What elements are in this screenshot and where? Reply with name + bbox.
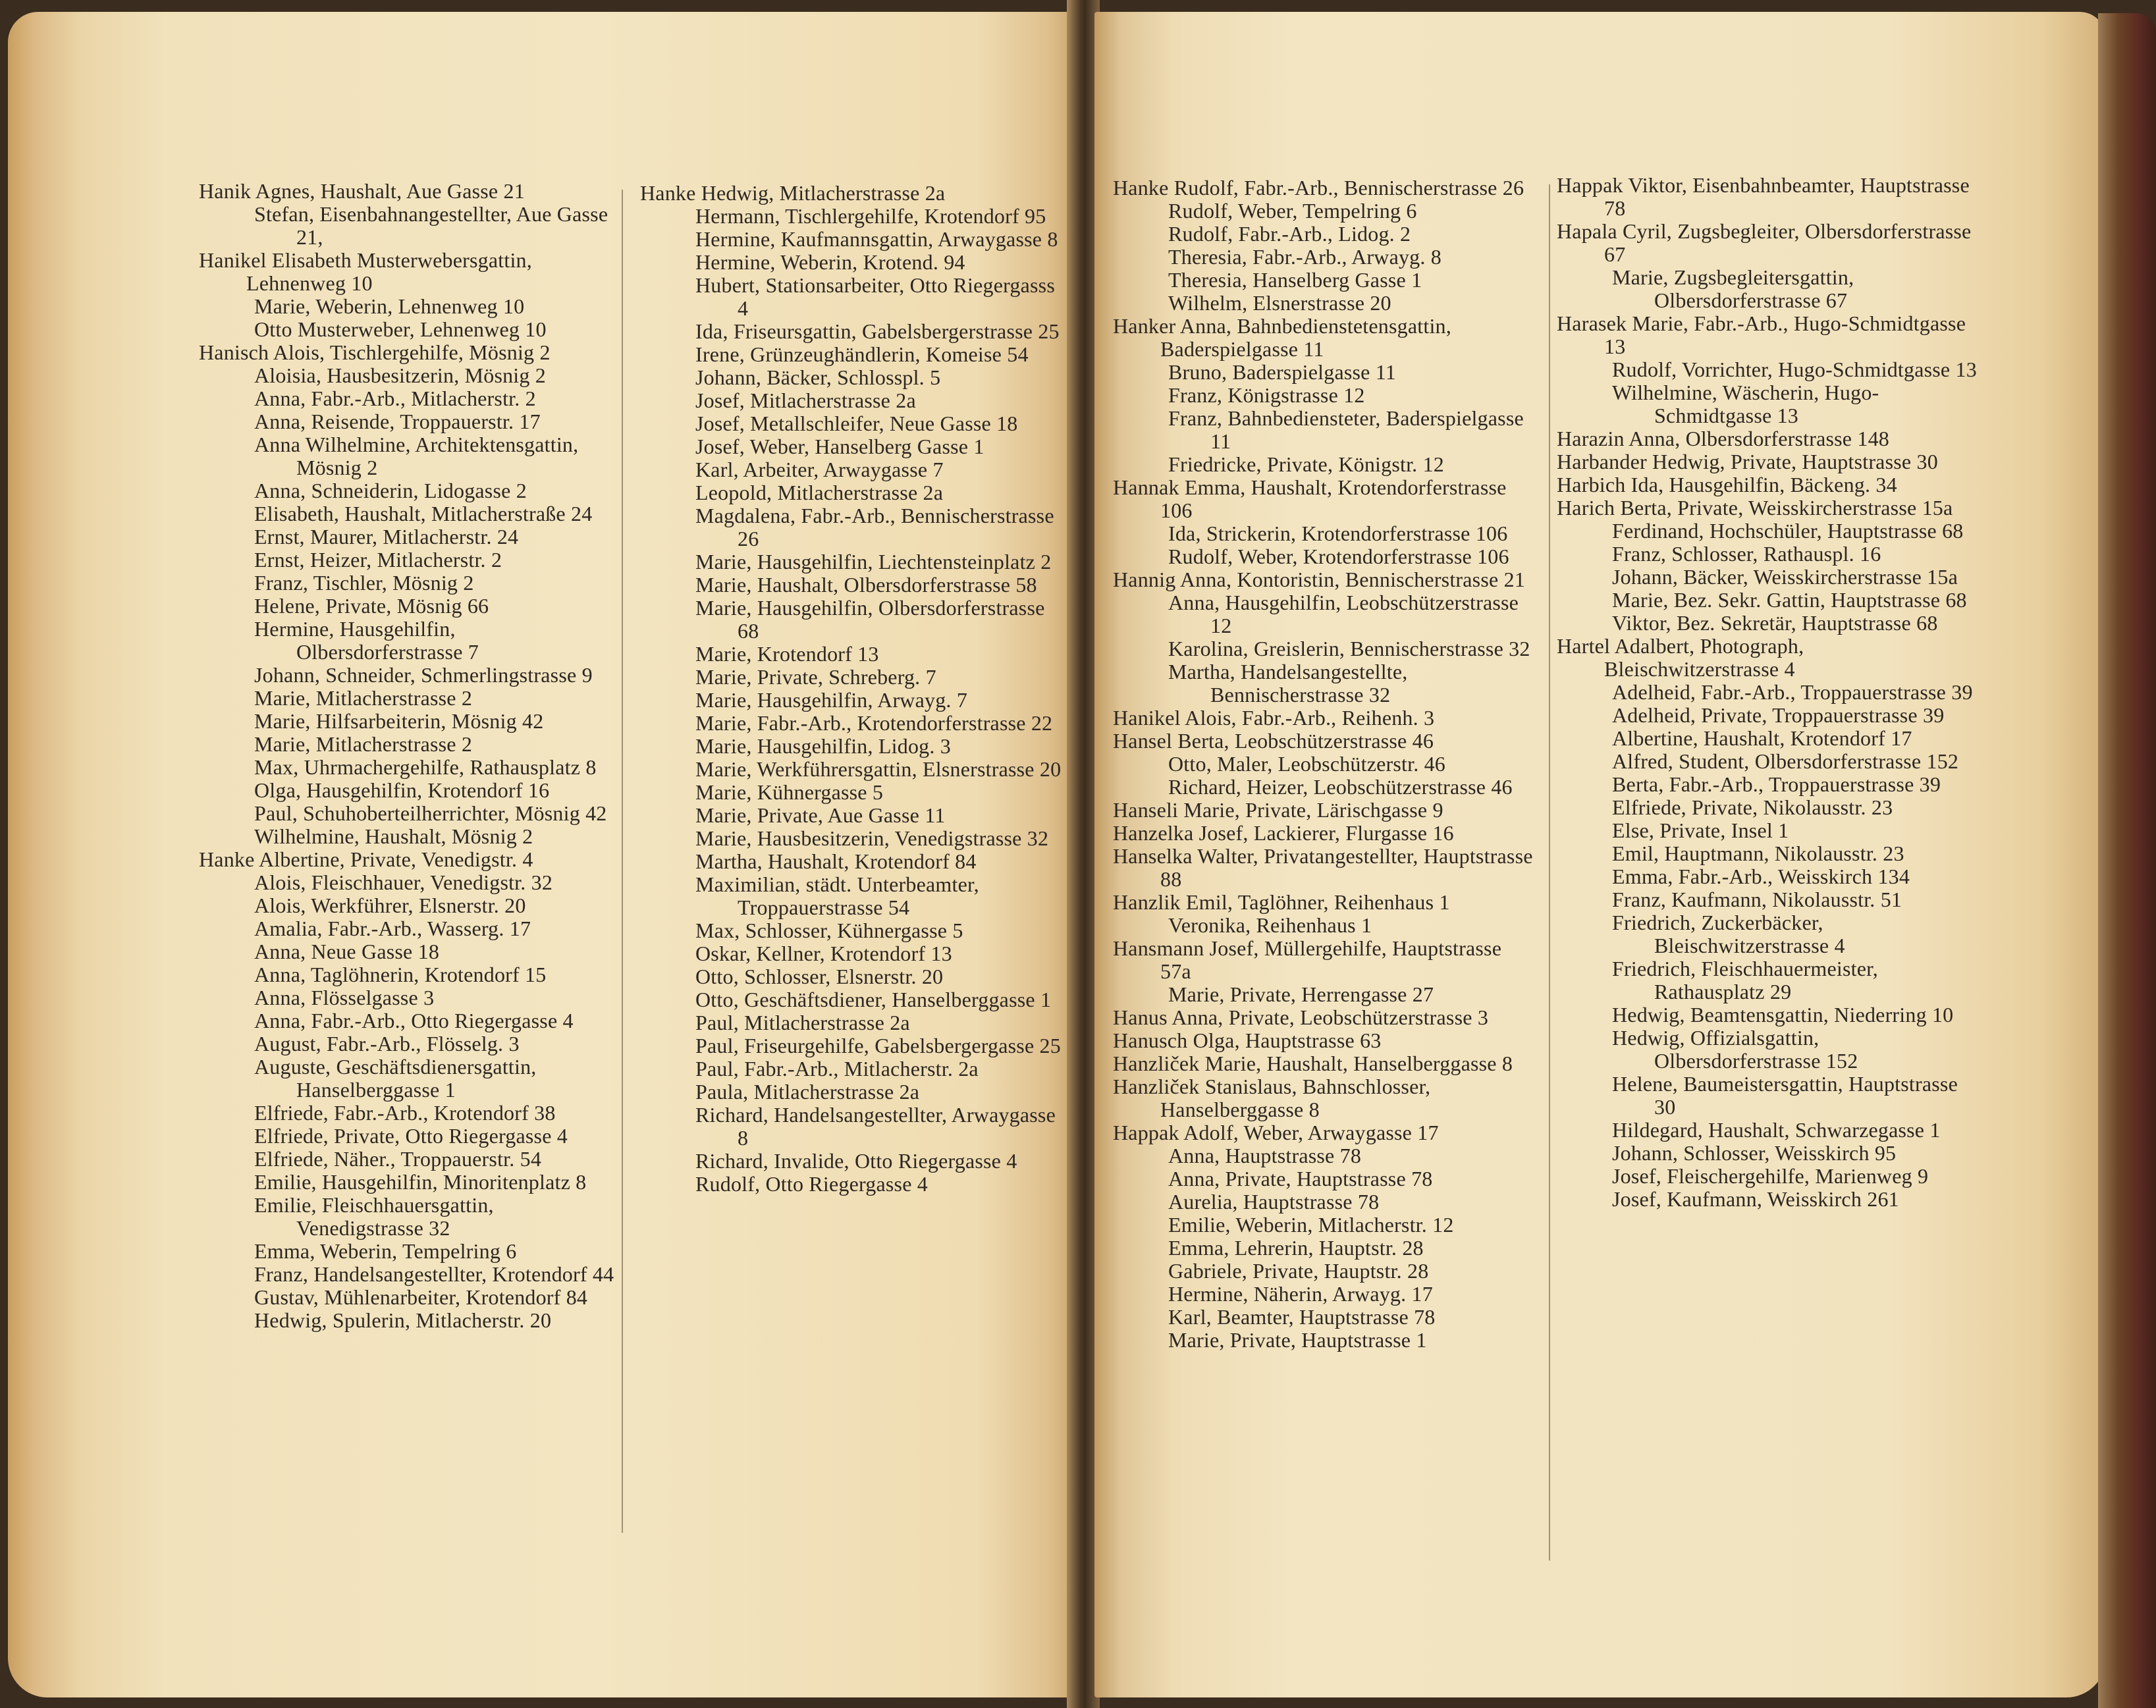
directory-entry: Hanke Rudolf, Fabr.-Arb., Bennischerstrasse 26 (1113, 176, 1524, 200)
directory-entry: Hanke Hedwig, Mitlacherstrasse 2a (640, 181, 946, 205)
directory-entry: Anna, Flösselgasse 3 (254, 986, 435, 1009)
directory-entry: Alois, Fleischhauer, Venedigstr. 32 (254, 870, 553, 894)
directory-entry: Martha, Haushalt, Krotendorf 84 (695, 849, 977, 873)
directory-entry: Alfred, Student, Olbersdorferstrasse 152 (1612, 749, 1959, 773)
column-4 (1557, 174, 1978, 1211)
directory-entry: Harasek Marie, Fabr.-Arb., Hugo-Schmidtgasse 13 (1557, 311, 1966, 358)
directory-entry: Leopold, Mitlacherstrasse 2a (695, 481, 944, 504)
directory-entry: Paula, Mitlacherstrasse 2a (695, 1080, 920, 1104)
directory-entry: Josef, Fleischergehilfe, Marienweg 9 (1612, 1164, 1929, 1188)
directory-entry: Paul, Mitlacherstrasse 2a (695, 1011, 910, 1034)
directory-entry: Hanzliček Marie, Haushalt, Hanselberggasse 8 (1113, 1052, 1513, 1075)
directory-entry: Ernst, Maurer, Mitlacherstr. 24 (254, 525, 519, 548)
directory-entry: Paul, Fabr.-Arb., Mitlacherstr. 2a (695, 1057, 979, 1081)
directory-entry: Rudolf, Weber, Tempelring 6 (1168, 199, 1417, 223)
directory-entry: Hanisch Alois, Tischlergehilfe, Mösnig 2 (199, 340, 551, 364)
directory-entry: Otto Musterweber, Lehnenweg 10 (254, 317, 547, 341)
directory-entry: Ernst, Heizer, Mitlacherstr. 2 (254, 548, 502, 572)
directory-entry: Magdalena, Fabr.-Arb., Bennischerstrasse 26 (695, 504, 1054, 550)
directory-entry: Rudolf, Fabr.-Arb., Lidog. 2 (1168, 222, 1411, 246)
directory-entry: Hansel Berta, Leobschützerstrasse 46 (1113, 729, 1434, 753)
directory-entry: Hedwig, Beamtensgattin, Niederring 10 (1612, 1003, 1954, 1027)
directory-entry: Else, Private, Insel 1 (1612, 818, 1789, 842)
directory-entry: Johann, Schlosser, Weisskirch 95 (1612, 1141, 1897, 1165)
directory-entry: Hermine, Näherin, Arwayg. 17 (1168, 1282, 1433, 1306)
directory-entry: Elfriede, Fabr.-Arb., Krotendorf 38 (254, 1101, 556, 1125)
directory-entry: Hanik Agnes, Haushalt, Aue Gasse 21 (199, 179, 525, 203)
directory-entry: Richard, Invalide, Otto Riegergasse 4 (695, 1149, 1017, 1173)
directory-entry: Harazin Anna, Olbersdorferstrasse 148 (1557, 427, 1890, 450)
directory-entry: Hanus Anna, Private, Leobschützerstrasse 3 (1113, 1005, 1489, 1029)
directory-entry: Auguste, Geschäftsdienersgattin, Hanselberggasse 1 (254, 1055, 537, 1102)
right-page (1094, 12, 2106, 1697)
directory-entry: Marie, Weberin, Lehnenweg 10 (254, 294, 525, 318)
directory-entry: Marie, Fabr.-Arb., Krotendorferstrasse 22 (695, 711, 1053, 735)
directory-entry: Wilhelmine, Wäscherin, Hugo-Schmidtgasse 13 (1612, 381, 1879, 427)
directory-entry: Franz, Königstrasse 12 (1168, 383, 1365, 407)
directory-entry: Theresia, Fabr.-Arb., Arwayg. 8 (1168, 245, 1442, 269)
directory-entry: Friedricke, Private, Königstr. 12 (1168, 452, 1444, 476)
directory-entry: Veronika, Reihenhaus 1 (1168, 913, 1372, 937)
directory-entry: Oskar, Kellner, Krotendorf 13 (695, 942, 952, 965)
directory-entry: Adelheid, Private, Troppauerstrasse 39 (1612, 703, 1945, 727)
left-page (8, 12, 1075, 1697)
directory-entry: Marie, Private, Hauptstrasse 1 (1168, 1328, 1427, 1352)
directory-entry: Hanikel Alois, Fabr.-Arb., Reihenh. 3 (1113, 706, 1435, 730)
directory-entry: Anna Wilhelmine, Architektensgattin, Mösnig 2 (254, 433, 579, 479)
directory-entry: Bruno, Baderspielgasse 11 (1168, 360, 1396, 384)
directory-entry: Franz, Handelsangestellter, Krotendorf 44 (254, 1262, 614, 1286)
directory-entry: Paul, Friseurgehilfe, Gabelsbergergasse 25 (695, 1034, 1061, 1057)
directory-entry: Marie, Private, Herrengasse 27 (1168, 982, 1434, 1006)
directory-entry: Anna, Private, Hauptstrasse 78 (1168, 1167, 1433, 1190)
directory-entry: Franz, Kaufmann, Nikolausstr. 51 (1612, 888, 1902, 911)
directory-entry: Harbich Ida, Hausgehilfin, Bäckeng. 34 (1557, 473, 1897, 496)
directory-entry: Wilhelm, Elsnerstrasse 20 (1168, 291, 1391, 315)
directory-entry: Hermine, Hausgehilfin, Olbersdorferstrasse 7 (254, 617, 479, 664)
directory-entry: Hermine, Weberin, Krotend. 94 (695, 250, 965, 274)
directory-entry: Hanke Albertine, Private, Venedigstr. 4 (199, 847, 533, 871)
directory-entry: Happak Adolf, Weber, Arwaygasse 17 (1113, 1121, 1439, 1144)
directory-entry: Marie, Bez. Sekr. Gattin, Hauptstrasse 68 (1612, 588, 1967, 612)
directory-entry: Hubert, Stationsarbeiter, Otto Riegergasss 4 (695, 273, 1055, 320)
directory-entry: Helene, Private, Mösnig 66 (254, 594, 489, 618)
directory-entry: Paul, Schuhoberteilherrichter, Mösnig 42 (254, 801, 607, 825)
directory-entry: Hermine, Kaufmannsgattin, Arwaygasse 8 (695, 227, 1058, 251)
directory-entry: Hartel Adalbert, Photograph, Bleischwitzerstrasse 4 (1557, 634, 1804, 681)
directory-entry: Rudolf, Vorrichter, Hugo-Schmidtgasse 13 (1612, 358, 1977, 381)
directory-entry: Marie, Haushalt, Olbersdorferstrasse 58 (695, 573, 1037, 597)
directory-entry: Harich Berta, Private, Weisskircherstrasse 15a (1557, 496, 1953, 520)
directory-entry: Johann, Bäcker, Schlosspl. 5 (695, 365, 941, 389)
directory-entry: Marie, Hausgehilfin, Liechtensteinplatz 2 (695, 550, 1052, 574)
directory-entry: Johann, Schneider, Schmerlingstrasse 9 (254, 663, 593, 687)
directory-entry: Emilie, Hausgehilfin, Minoritenplatz 8 (254, 1170, 587, 1194)
directory-entry: Anna, Fabr.-Arb., Otto Riegergasse 4 (254, 1009, 574, 1032)
directory-entry: Otto, Maler, Leobschützerstr. 46 (1168, 752, 1446, 776)
directory-entry: Emma, Weberin, Tempelring 6 (254, 1239, 517, 1263)
directory-entry: Hansmann Josef, Müllergehilfe, Hauptstrasse 57a (1113, 936, 1502, 983)
directory-entry: Adelheid, Fabr.-Arb., Troppauerstrasse 39 (1612, 680, 1973, 704)
directory-entry: Hanusch Olga, Hauptstrasse 63 (1113, 1028, 1382, 1052)
directory-entry: Richard, Handelsangestellter, Arwaygasse 8 (695, 1103, 1056, 1150)
directory-entry: Friedrich, Zuckerbäcker, Bleischwitzerstrasse 4 (1612, 911, 1845, 957)
directory-entry: Marie, Mitlacherstrasse 2 (254, 732, 473, 756)
directory-entry: Emma, Lehrerin, Hauptstr. 28 (1168, 1236, 1424, 1260)
directory-entry: Emma, Fabr.-Arb., Weisskirch 134 (1612, 865, 1910, 888)
directory-entry: Hedwig, Offizialsgattin, Olbersdorferstrasse 152 (1612, 1026, 1858, 1073)
directory-entry: Anna, Neue Gasse 18 (254, 940, 440, 963)
directory-entry: Elfriede, Private, Nikolausstr. 23 (1612, 795, 1893, 819)
directory-entry: Anna, Hauptstrasse 78 (1168, 1144, 1362, 1167)
directory-entry: Karl, Beamter, Hauptstrasse 78 (1168, 1305, 1436, 1329)
directory-entry: Maximilian, städt. Unterbeamter, Troppauerstrasse 54 (695, 872, 979, 919)
directory-entry: Emilie, Fleischhauersgattin, Venedigstrasse 32 (254, 1193, 494, 1240)
directory-entry: Aurelia, Hauptstrasse 78 (1168, 1190, 1380, 1214)
directory-entry: August, Fabr.-Arb., Flösselg. 3 (254, 1032, 520, 1055)
directory-entry: Max, Schlosser, Kühnergasse 5 (695, 919, 963, 942)
directory-entry: Harbander Hedwig, Private, Hauptstrasse 30 (1557, 450, 1938, 473)
directory-entry: Marie, Hausgehilfin, Lidog. 3 (695, 734, 951, 758)
directory-entry: Viktor, Bez. Sekretär, Hauptstrasse 68 (1612, 611, 1938, 635)
directory-entry: Gustav, Mühlenarbeiter, Krotendorf 84 (254, 1285, 588, 1309)
directory-entry: Aloisia, Hausbesitzerin, Mösnig 2 (254, 363, 546, 387)
directory-entry: Josef, Metallschleifer, Neue Gasse 18 (695, 412, 1018, 435)
directory-entry: Hildegard, Haushalt, Schwarzegasse 1 (1612, 1118, 1941, 1142)
directory-entry: Elfriede, Näher., Troppauerstr. 54 (254, 1147, 542, 1171)
directory-entry: Elfriede, Private, Otto Riegergasse 4 (254, 1124, 568, 1148)
directory-entry: Marie, Hausgehilfin, Olbersdorferstrasse 68 (695, 596, 1045, 643)
directory-entry: Hanikel Elisabeth Musterwebersgattin, Lehnenweg 10 (199, 248, 532, 295)
directory-entry: Anna, Reisende, Troppauerstr. 17 (254, 410, 541, 433)
column-3 (1113, 176, 1534, 1352)
directory-entry: Elisabeth, Haushalt, Mitlacherstraße 24 (254, 502, 593, 525)
directory-entry: Marie, Zugsbegleitersgattin, Olbersdorferstrasse 67 (1612, 265, 1854, 312)
directory-entry: Franz, Bahnbediensteter, Baderspielgasse 11 (1168, 406, 1524, 453)
directory-entry: Ida, Strickerin, Krotendorferstrasse 106 (1168, 521, 1508, 545)
directory-entry: Wilhelmine, Haushalt, Mösnig 2 (254, 824, 533, 848)
directory-entry: Marie, Private, Schreberg. 7 (695, 665, 936, 689)
directory-entry: Marie, Mitlacherstrasse 2 (254, 686, 473, 710)
directory-entry: Emilie, Weberin, Mitlacherstr. 12 (1168, 1213, 1454, 1237)
directory-entry: Emil, Hauptmann, Nikolausstr. 23 (1612, 841, 1904, 865)
directory-entry: Josef, Kaufmann, Weisskirch 261 (1612, 1187, 1899, 1211)
directory-entry: Josef, Weber, Hanselberg Gasse 1 (695, 435, 984, 458)
column-1 (199, 180, 620, 1332)
directory-entry: Gabriele, Private, Hauptstr. 28 (1168, 1259, 1429, 1283)
column-rule (622, 190, 623, 1533)
column-rule (1549, 184, 1550, 1561)
directory-entry: Martha, Handelsangestellte, Bennischerstrasse 32 (1168, 660, 1408, 707)
directory-entry: Stefan, Eisenbahnangestellter, Aue Gasse 21, (254, 202, 608, 249)
directory-entry: Otto, Schlosser, Elsnerstr. 20 (695, 965, 944, 988)
directory-entry: Happak Viktor, Eisenbahnbeamter, Hauptstrasse 78 (1557, 173, 1970, 220)
directory-entry: Anna, Taglöhnerin, Krotendorf 15 (254, 963, 547, 986)
directory-entry: Hermann, Tischlergehilfe, Krotendorf 95 (695, 204, 1046, 228)
book-cover-edge (2098, 13, 2156, 1708)
directory-entry: Franz, Schlosser, Rathauspl. 16 (1612, 542, 1881, 566)
directory-entry: Irene, Grünzeughändlerin, Komeise 54 (695, 342, 1029, 366)
directory-entry: Ferdinand, Hochschüler, Hauptstrasse 68 (1612, 519, 1964, 543)
directory-entry: Marie, Hausgehilfin, Arwayg. 7 (695, 688, 968, 712)
directory-entry: Anna, Fabr.-Arb., Mitlacherstr. 2 (254, 387, 536, 410)
directory-entry: Marie, Krotendorf 13 (695, 642, 879, 666)
directory-entry: Anna, Hausgehilfin, Leobschützerstrasse 12 (1168, 591, 1519, 637)
directory-entry: Hapala Cyril, Zugsbegleiter, Olbersdorferstrasse 67 (1557, 219, 1972, 266)
directory-entry: Otto, Geschäftsdiener, Hanselberggasse 1 (695, 988, 1052, 1011)
directory-entry: Albertine, Haushalt, Krotendorf 17 (1612, 726, 1912, 750)
directory-entry: Marie, Werkführersgattin, Elsnerstrasse 20 (695, 757, 1062, 781)
directory-entry: Hannig Anna, Kontoristin, Bennischerstrasse 21 (1113, 568, 1525, 591)
directory-entry: Karl, Arbeiter, Arwaygasse 7 (695, 458, 944, 481)
column-2 (640, 182, 1062, 1196)
directory-entry: Marie, Kühnergasse 5 (695, 780, 884, 804)
directory-entry: Helene, Baumeistersgattin, Hauptstrasse 30 (1612, 1072, 1958, 1119)
directory-entry: Hanzelka Josef, Lackierer, Flurgasse 16 (1113, 821, 1454, 845)
directory-entry: Amalia, Fabr.-Arb., Wasserg. 17 (254, 917, 531, 940)
directory-entry: Johann, Bäcker, Weisskircherstrasse 15a (1612, 565, 1958, 589)
directory-entry: Hanker Anna, Bahnbedienstetensgattin, Baderspielgasse 11 (1113, 314, 1451, 361)
directory-entry: Franz, Tischler, Mösnig 2 (254, 571, 474, 595)
directory-entry: Anna, Schneiderin, Lidogasse 2 (254, 479, 527, 502)
directory-entry: Hedwig, Spulerin, Mitlacherstr. 20 (254, 1308, 552, 1332)
directory-entry: Marie, Hausbesitzerin, Venedigstrasse 32 (695, 826, 1049, 850)
directory-entry: Berta, Fabr.-Arb., Troppauerstrasse 39 (1612, 772, 1941, 796)
directory-entry: Marie, Hilfsarbeiterin, Mösnig 42 (254, 709, 544, 733)
directory-entry: Max, Uhrmachergehilfe, Rathausplatz 8 (254, 755, 597, 779)
directory-entry: Hannak Emma, Haushalt, Krotendorferstrasse 106 (1113, 475, 1507, 522)
directory-entry: Marie, Private, Aue Gasse 11 (695, 803, 946, 827)
directory-entry: Hanselka Walter, Privatangestellter, Hauptstrasse 88 (1113, 844, 1533, 891)
directory-entry: Richard, Heizer, Leobschützerstrasse 46 (1168, 775, 1513, 799)
directory-entry: Karolina, Greislerin, Bennischerstrasse 32 (1168, 637, 1530, 660)
directory-entry: Hanseli Marie, Private, Lärischgasse 9 (1113, 798, 1443, 822)
directory-entry: Theresia, Hanselberg Gasse 1 (1168, 268, 1422, 292)
directory-entry: Josef, Mitlacherstrasse 2a (695, 388, 916, 412)
directory-entry: Alois, Werkführer, Elsnerstr. 20 (254, 894, 526, 917)
directory-entry: Hanzlik Emil, Taglöhner, Reihenhaus 1 (1113, 890, 1450, 914)
directory-entry: Rudolf, Otto Riegergasse 4 (695, 1172, 929, 1196)
directory-entry: Friedrich, Fleischhauermeister, Rathausplatz 29 (1612, 957, 1878, 1003)
directory-entry: Ida, Friseursgattin, Gabelsbergerstrasse 25 (695, 319, 1060, 343)
directory-entry: Olga, Hausgehilfin, Krotendorf 16 (254, 778, 550, 802)
directory-entry: Hanzliček Stanislaus, Bahnschlosser, Hanselberggasse 8 (1113, 1075, 1431, 1121)
directory-entry: Rudolf, Weber, Krotendorferstrasse 106 (1168, 545, 1509, 568)
